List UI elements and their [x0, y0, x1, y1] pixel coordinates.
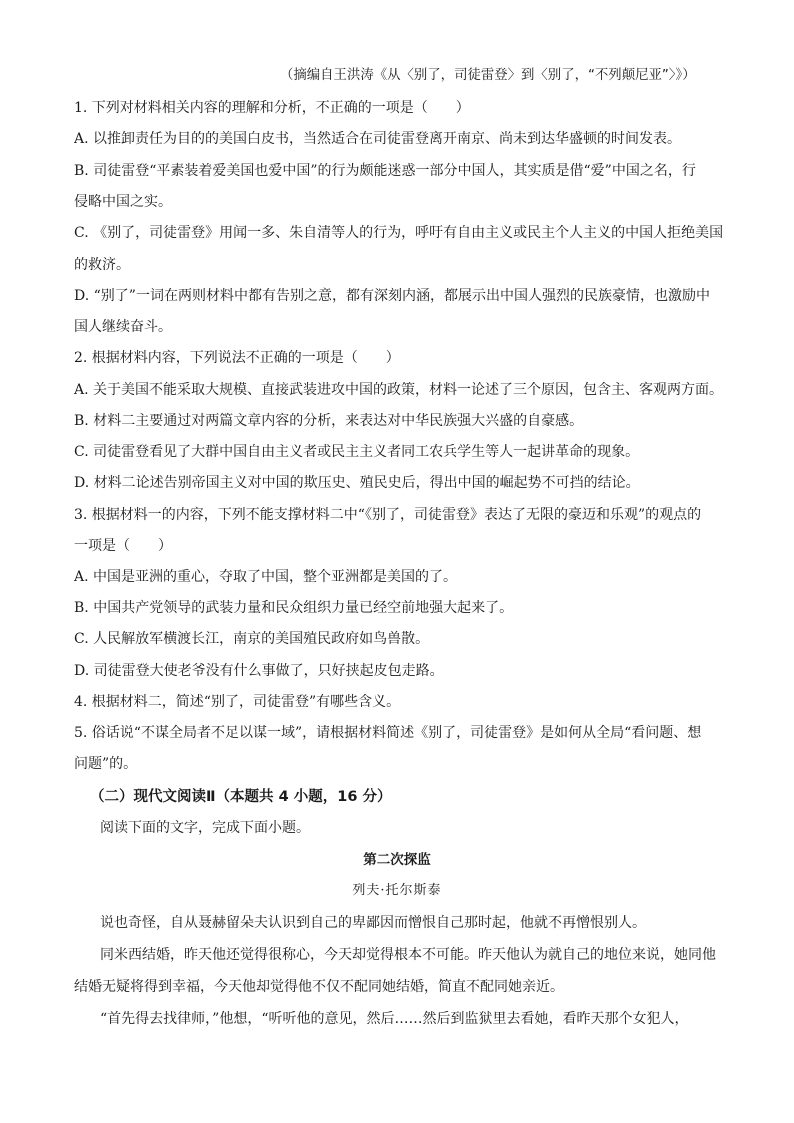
question-3-option-b: B. 中国共产党领导的武装力量和民众组织力量已经空前地强大起来了。 — [74, 600, 514, 616]
story-paragraph-2-cont: 结婚无疑将得到幸福，今天他却觉得他不仅不配同她结婚，简直不配同她亲近。 — [74, 979, 564, 995]
story-title: 第二次探监 — [363, 852, 431, 868]
question-2-option-b: B. 材料二主要通过对两篇文章内容的分析，来表达对中华民族强大兴盛的自豪感。 — [74, 413, 584, 429]
question-3-stem: 3. 根据材料一的内容，下列不能支撑材料二中“《别了，司徒雷登》表达了无限的豪迈和乐观”的观点的 — [74, 507, 702, 523]
question-2-stem: 2. 根据材料内容，下列说法不正确的一项是（ ） — [74, 350, 400, 366]
story-author: 列夫·托尔斯泰 — [352, 883, 442, 898]
question-1-option-c-cont: 的救济。 — [74, 257, 130, 273]
question-1-option-a: A. 以推卸责任为目的的美国白皮书，当然适合在司徒雷登离开南京、尚未到达华盛顿的时间发表。 — [74, 131, 682, 147]
question-3-option-c: C. 人民解放军横渡长江，南京的美国殖民政府如鸟兽散。 — [74, 631, 430, 647]
section-heading: （二）现代文阅读Ⅱ（本题共 4 小题，16 分） — [90, 789, 392, 805]
question-3-option-a: A. 中国是亚洲的重心，夺取了中国，整个亚洲都是美国的了。 — [74, 569, 458, 585]
story-paragraph-2: 同米西结婚，昨天他还觉得很称心，今天却觉得根本不可能。昨天他认为就自己的地位来说，她同他 — [100, 947, 716, 963]
question-5-stem-cont: 问题”的。 — [74, 756, 138, 772]
source-citation: （摘编自王洪涛《从〈别了，司徒雷登〉到〈别了，“不列颠尼亚”〉》） — [280, 68, 696, 83]
section-instruction: 阅读下面的文字，完成下面小题。 — [100, 820, 310, 836]
question-2-option-d: D. 材料二论述告别帝国主义对中国的欺压史、殖民史后，得出中国的崛起势不可挡的结论。 — [74, 475, 640, 491]
question-3-option-d: D. 司徒雷登大使老爷没有什么事做了，只好挟起皮包走路。 — [74, 663, 444, 679]
question-1-option-b: B. 司徒雷登“平素装着爱美国也爱中国”的行为颇能迷惑一部分中国人，其实质是借“爱”中国之名，行 — [74, 163, 696, 179]
question-4-stem: 4. 根据材料二，简述“别了，司徒雷登”有哪些含义。 — [74, 694, 401, 710]
question-2-option-c: C. 司徒雷登看见了大群中国自由主义者或民主主义者同工农兵学生等人一起讲革命的现象。 — [74, 444, 640, 460]
question-1-stem: 1. 下列对材料相关内容的理解和分析，不正确的一项是（ ） — [74, 100, 470, 116]
question-3-stem-cont: 一项是（ ） — [74, 538, 172, 554]
question-1-option-d: D. “别了”一词在两则材料中都有告别之意，都有深刻内涵，都展示出中国人强烈的民族豪情，也激励中 — [74, 288, 710, 304]
question-1-option-b-cont: 侵略中国之实。 — [74, 194, 172, 210]
question-5-stem: 5. 俗话说“不谋全局者不足以谋一域”，请根据材料简述《别了，司徒雷登》是如何从全局“看问题、想 — [74, 725, 702, 741]
question-2-option-a: A. 关于美国不能采取大规模、直接武装进攻中国的政策，材料一论述了三个原因，包含主、客观两方面。 — [74, 382, 724, 398]
question-1-option-c: C. 《别了，司徒雷登》用闻一多、朱自清等人的行为，呼吁有自由主义或民主个人主义的中国人拒绝美国 — [74, 225, 724, 241]
story-paragraph-3: “首先得去找律师，”他想，“听听他的意见，然后……然后到监狱里去看她，看昨天那个女犯人， — [100, 1011, 689, 1027]
story-paragraph-1: 说也奇怪，自从聂赫留朵夫认识到自己的卑鄙因而憎恨自己那时起，他就不再憎恨别人。 — [100, 915, 646, 931]
question-1-option-d-cont: 国人继续奋斗。 — [74, 319, 172, 335]
